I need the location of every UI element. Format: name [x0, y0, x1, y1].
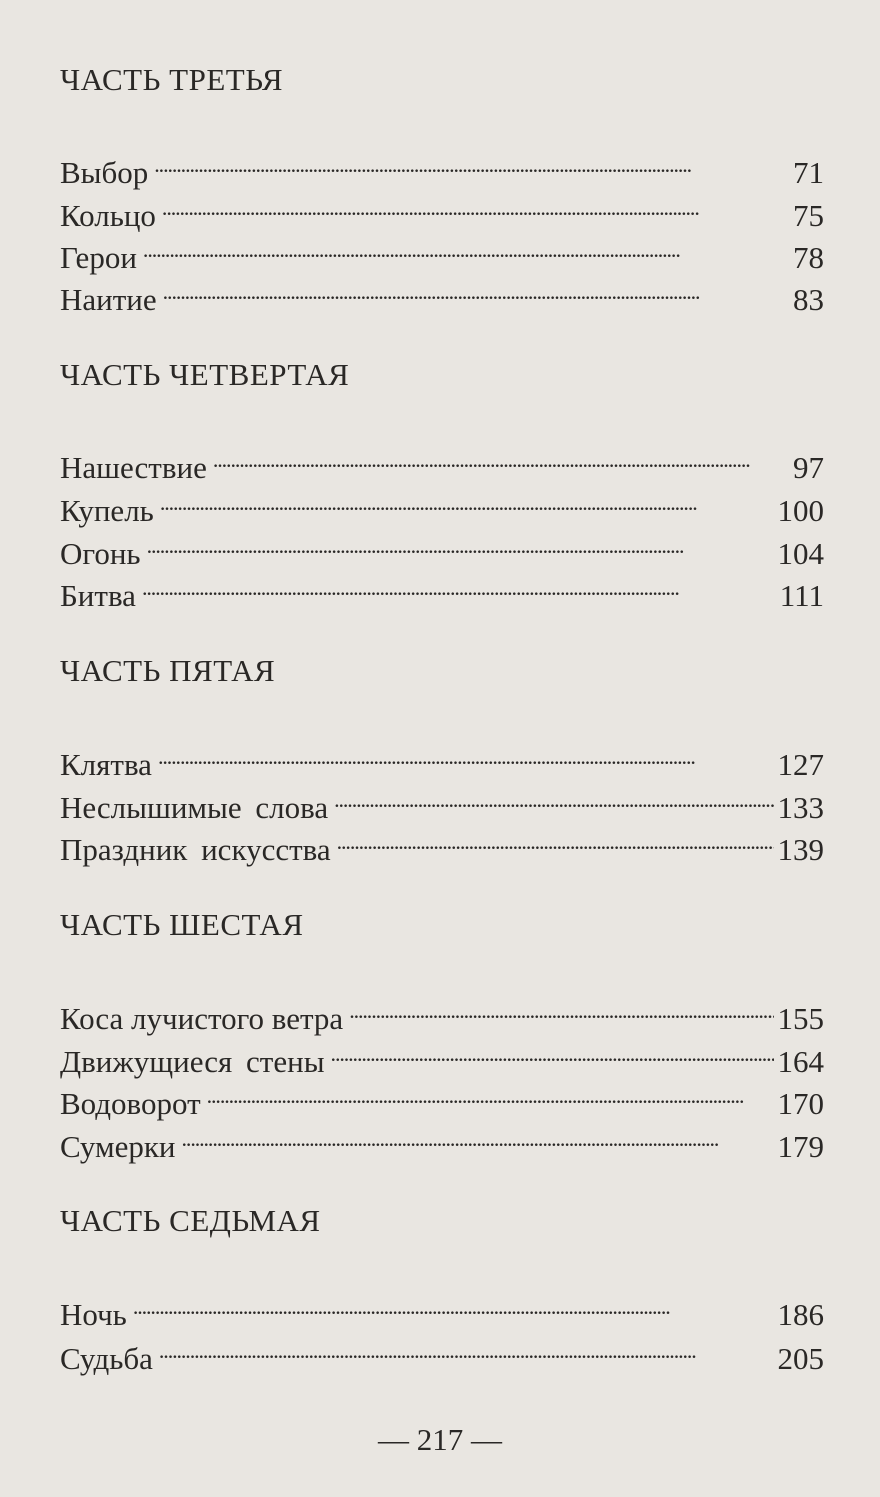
entry-page-number: 179: [777, 1129, 824, 1164]
dot-leader: [143, 226, 789, 268]
entry-page-number: 205: [777, 1341, 824, 1376]
entry-title: Наитие: [60, 282, 157, 317]
entry-title: Ночь: [60, 1297, 127, 1332]
part-heading: ЧАСТЬ ШЕСТАЯ: [60, 907, 304, 942]
toc-entry: [60, 436, 824, 485]
toc-entry: [60, 564, 824, 613]
dot-leader: [207, 1072, 774, 1114]
entry-page-number: 104: [777, 536, 824, 571]
entry-page-number: 139: [777, 832, 824, 867]
entry-title: Судьба: [60, 1341, 153, 1376]
page-number-footer: — 217 —: [378, 1422, 502, 1457]
entry-page-number: 127: [777, 747, 824, 782]
entry-title: Неслышимые слова: [60, 790, 329, 825]
toc-entry: [60, 522, 824, 571]
dot-leader: [147, 522, 774, 564]
dot-leader: [337, 818, 774, 860]
dot-leader: [158, 733, 774, 775]
dot-leader: [163, 268, 789, 310]
entry-title: Кольцо: [60, 198, 156, 233]
toc-entry: [60, 987, 824, 1036]
entry-page-number: 75: [793, 198, 824, 233]
entry-title: Герои: [60, 240, 137, 275]
entry-page-number: 155: [777, 1001, 824, 1036]
toc-entry: [60, 1072, 824, 1121]
entry-page-number: 133: [777, 790, 824, 825]
part-heading: ЧАСТЬ СЕДЬМАЯ: [60, 1203, 321, 1238]
entry-page-number: 111: [779, 578, 824, 613]
toc-entry: [60, 141, 824, 190]
entry-page-number: 97: [793, 450, 824, 485]
dot-leader: [182, 1115, 774, 1157]
entry-page-number: 186: [777, 1297, 824, 1332]
entry-page-number: 71: [793, 155, 824, 190]
entry-title: Водоворот: [60, 1086, 201, 1121]
toc-entry: [60, 1115, 824, 1164]
entry-title: Битва: [60, 578, 136, 613]
toc-entry: [60, 1327, 824, 1376]
dot-leader: [213, 436, 789, 478]
entry-title: Движущиеся стены: [60, 1044, 325, 1079]
entry-page-number: 83: [793, 282, 824, 317]
entry-page-number: 164: [777, 1044, 824, 1079]
entry-page-number: 78: [793, 240, 824, 275]
entry-title: Огонь: [60, 536, 141, 571]
entry-page-number: 170: [777, 1086, 824, 1121]
part-heading: ЧАСТЬ ЧЕТВЕРТАЯ: [60, 357, 350, 392]
entry-title: Купель: [60, 493, 154, 528]
part-heading: ЧАСТЬ ТРЕТЬЯ: [60, 62, 284, 97]
toc-entry: [60, 479, 824, 528]
dot-leader: [133, 1283, 774, 1325]
entry-title: Коса лучистого ветра: [60, 1001, 344, 1036]
entry-title: Клятва: [60, 747, 152, 782]
toc-entry: [60, 776, 824, 825]
toc-entry: [60, 733, 824, 782]
part-heading: ЧАСТЬ ПЯТАЯ: [60, 653, 276, 688]
dot-leader: [154, 141, 789, 183]
toc-entry: [60, 268, 824, 317]
entry-title: Выбор: [60, 155, 149, 190]
dot-leader: [159, 1327, 774, 1369]
toc-entry: [60, 818, 824, 867]
entry-title: Нашествие: [60, 450, 207, 485]
toc-entry: [60, 184, 824, 233]
entry-title: Праздник искусства: [60, 832, 331, 867]
entry-title: Сумерки: [60, 1129, 176, 1164]
dot-leader: [349, 987, 773, 1029]
dot-leader: [334, 776, 773, 818]
toc-entry: [60, 226, 824, 275]
toc-entry: [60, 1030, 824, 1079]
dot-leader: [331, 1030, 774, 1072]
dot-leader: [162, 184, 789, 226]
entry-page-number: 100: [777, 493, 824, 528]
dot-leader: [160, 479, 774, 521]
dot-leader: [142, 564, 776, 606]
toc-entry: [60, 1283, 824, 1332]
